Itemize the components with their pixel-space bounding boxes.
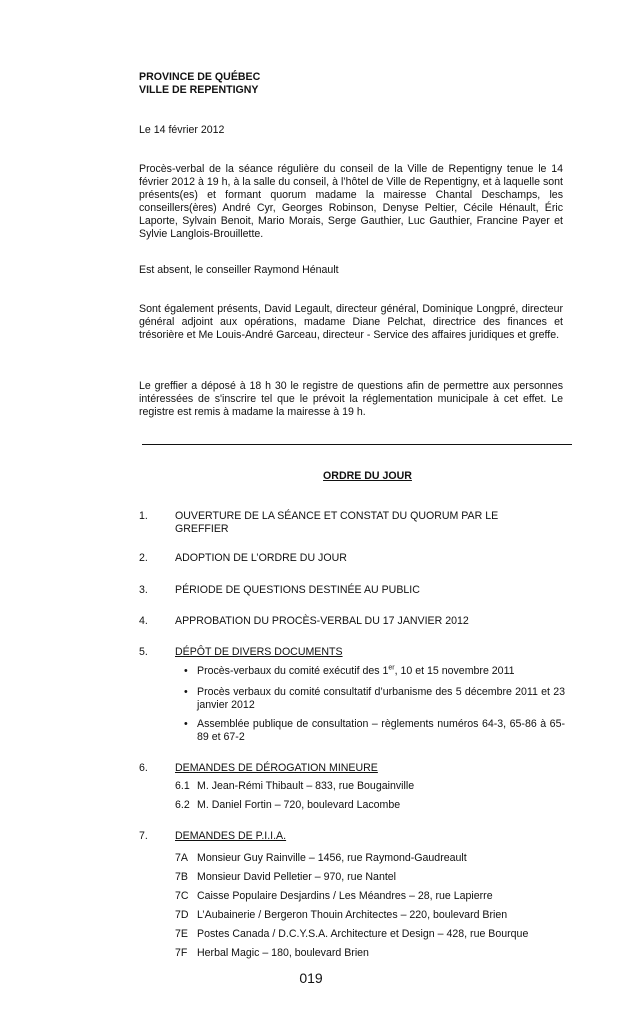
agenda-item-label: ADOPTION DE L’ORDRE DU JOUR xyxy=(175,552,347,564)
sub-item-text: Monsieur David Pelletier – 970, rue Nantel xyxy=(197,871,397,883)
absent-paragraph: Est absent, le conseiller Raymond Hénault xyxy=(139,264,339,276)
sub-item-code: 7F xyxy=(175,947,188,959)
sub-item-code: 7D xyxy=(175,909,189,921)
bullet-icon: • xyxy=(184,686,188,698)
agenda-item-number: 5. xyxy=(139,646,148,658)
agenda-item-number: 1. xyxy=(139,510,148,522)
agenda-item-number: 6. xyxy=(139,762,148,774)
sub-item-text: Monsieur Guy Rainville – 1456, rue Raymond-Gaudreault xyxy=(197,852,467,864)
sub-item-code: 6.2 xyxy=(175,799,190,811)
sub-item-code: 7A xyxy=(175,852,188,864)
page-number: 019 xyxy=(299,970,323,986)
bullet-text xyxy=(197,665,565,678)
bullet-text: Assemblée publique de consultation – règlements numéros 64-3, 65-86 à 65-89 et 67-2 xyxy=(197,718,565,743)
sub-item-code: 6.1 xyxy=(175,780,190,792)
agenda-item-label: PÉRIODE DE QUESTIONS DESTINÉE AU PUBLIC xyxy=(175,584,420,596)
bullet-text-rest: , 10 et 15 novembre 2011 xyxy=(394,665,515,677)
agenda-item-label: DEMANDES DE P.I.I.A. xyxy=(175,830,287,842)
agenda-item-label: DÉPÔT DE DIVERS DOCUMENTS xyxy=(175,646,343,658)
agenda-title: ORDRE DU JOUR xyxy=(323,470,412,482)
bullet-text-main: Procès-verbaux du comité exécutif des 1 xyxy=(197,665,389,677)
sub-item-text: M. Daniel Fortin – 720, boulevard Lacombe xyxy=(197,799,401,811)
sub-item-text: Herbal Magic – 180, boulevard Brien xyxy=(197,947,369,959)
agenda-item-label: DEMANDES DE DÉROGATION MINEURE xyxy=(175,762,378,774)
sub-item-text: M. Jean-Rémi Thibault – 833, rue Bougainville xyxy=(197,780,415,792)
agenda-item-label: APPROBATION DU PROCÈS-VERBAL DU 17 JANVIER 2012 xyxy=(175,615,469,627)
agenda-item-number: 4. xyxy=(139,615,148,627)
agenda-item-number: 7. xyxy=(139,830,148,842)
agenda-item-number: 3. xyxy=(139,584,148,596)
present-paragraph: Sont également présents, David Legault, directeur général, Dominique Longpré, directeur général adjoint aux opérations, madame Diane Pelchat, directrice des finances et trésorière et Me Louis-André Garceau, directeur - Service des affaires juridiques et greffe. xyxy=(139,303,563,341)
sub-item-text: L’Aubainerie / Bergeron Thouin Architectes – 220, boulevard Brien xyxy=(197,909,508,921)
sub-item-text: Caisse Populaire Desjardins / Les Méandres – 28, rue Lapierre xyxy=(197,890,493,902)
horizontal-rule xyxy=(142,444,572,445)
sub-item-text: Postes Canada / D.C.Y.S.A. Architecture et Design – 428, rue Bourque xyxy=(197,928,529,940)
agenda-item-number: 2. xyxy=(139,552,148,564)
sub-item-code: 7B xyxy=(175,871,188,883)
bullet-icon: • xyxy=(184,718,188,730)
sub-item-code: 7E xyxy=(175,928,188,940)
header-city: VILLE DE REPENTIGNY xyxy=(139,84,259,96)
bullet-icon: • xyxy=(184,665,188,677)
meeting-date: Le 14 février 2012 xyxy=(139,124,225,136)
intro-paragraph: Procès-verbal de la séance régulière du conseil de la Ville de Repentigny tenue le 14 février 2012 à 19 h, à la salle du conseil, à l’hôtel de Ville de Repentigny, et à laquelle sont présents(es) et formant quorum madame la mairesse Chantal Deschamps, les conseillers(ères) André Cyr, Georges Robinson, Denyse Peltier, Cécile Hénault, Éric Laporte, Sylvain Benoit, Mario Morais, Serge Gauthier, Luc Gauthier, Francine Payer et Sylvie Langlois-Brouillette. xyxy=(139,163,563,240)
bullet-text: Procès verbaux du comité consultatif d’urbanisme des 5 décembre 2011 et 23 janvier 2012 xyxy=(197,686,565,711)
header-province: PROVINCE DE QUÉBEC xyxy=(139,71,261,83)
sub-item-code: 7C xyxy=(175,890,189,902)
greffier-paragraph: Le greffier a déposé à 18 h 30 le registre de questions afin de permettre aux personnes intéressées de s'inscrire tel que le prévoit la réglementation municipale à cet effet. Le registre est remis à madame la mairesse à 19 h. xyxy=(139,380,563,418)
bullet-superscript: er xyxy=(388,664,395,672)
agenda-item-label: OUVERTURE DE LA SÉANCE ET CONSTAT DU QUORUM PAR LE GREFFIER xyxy=(175,510,499,535)
